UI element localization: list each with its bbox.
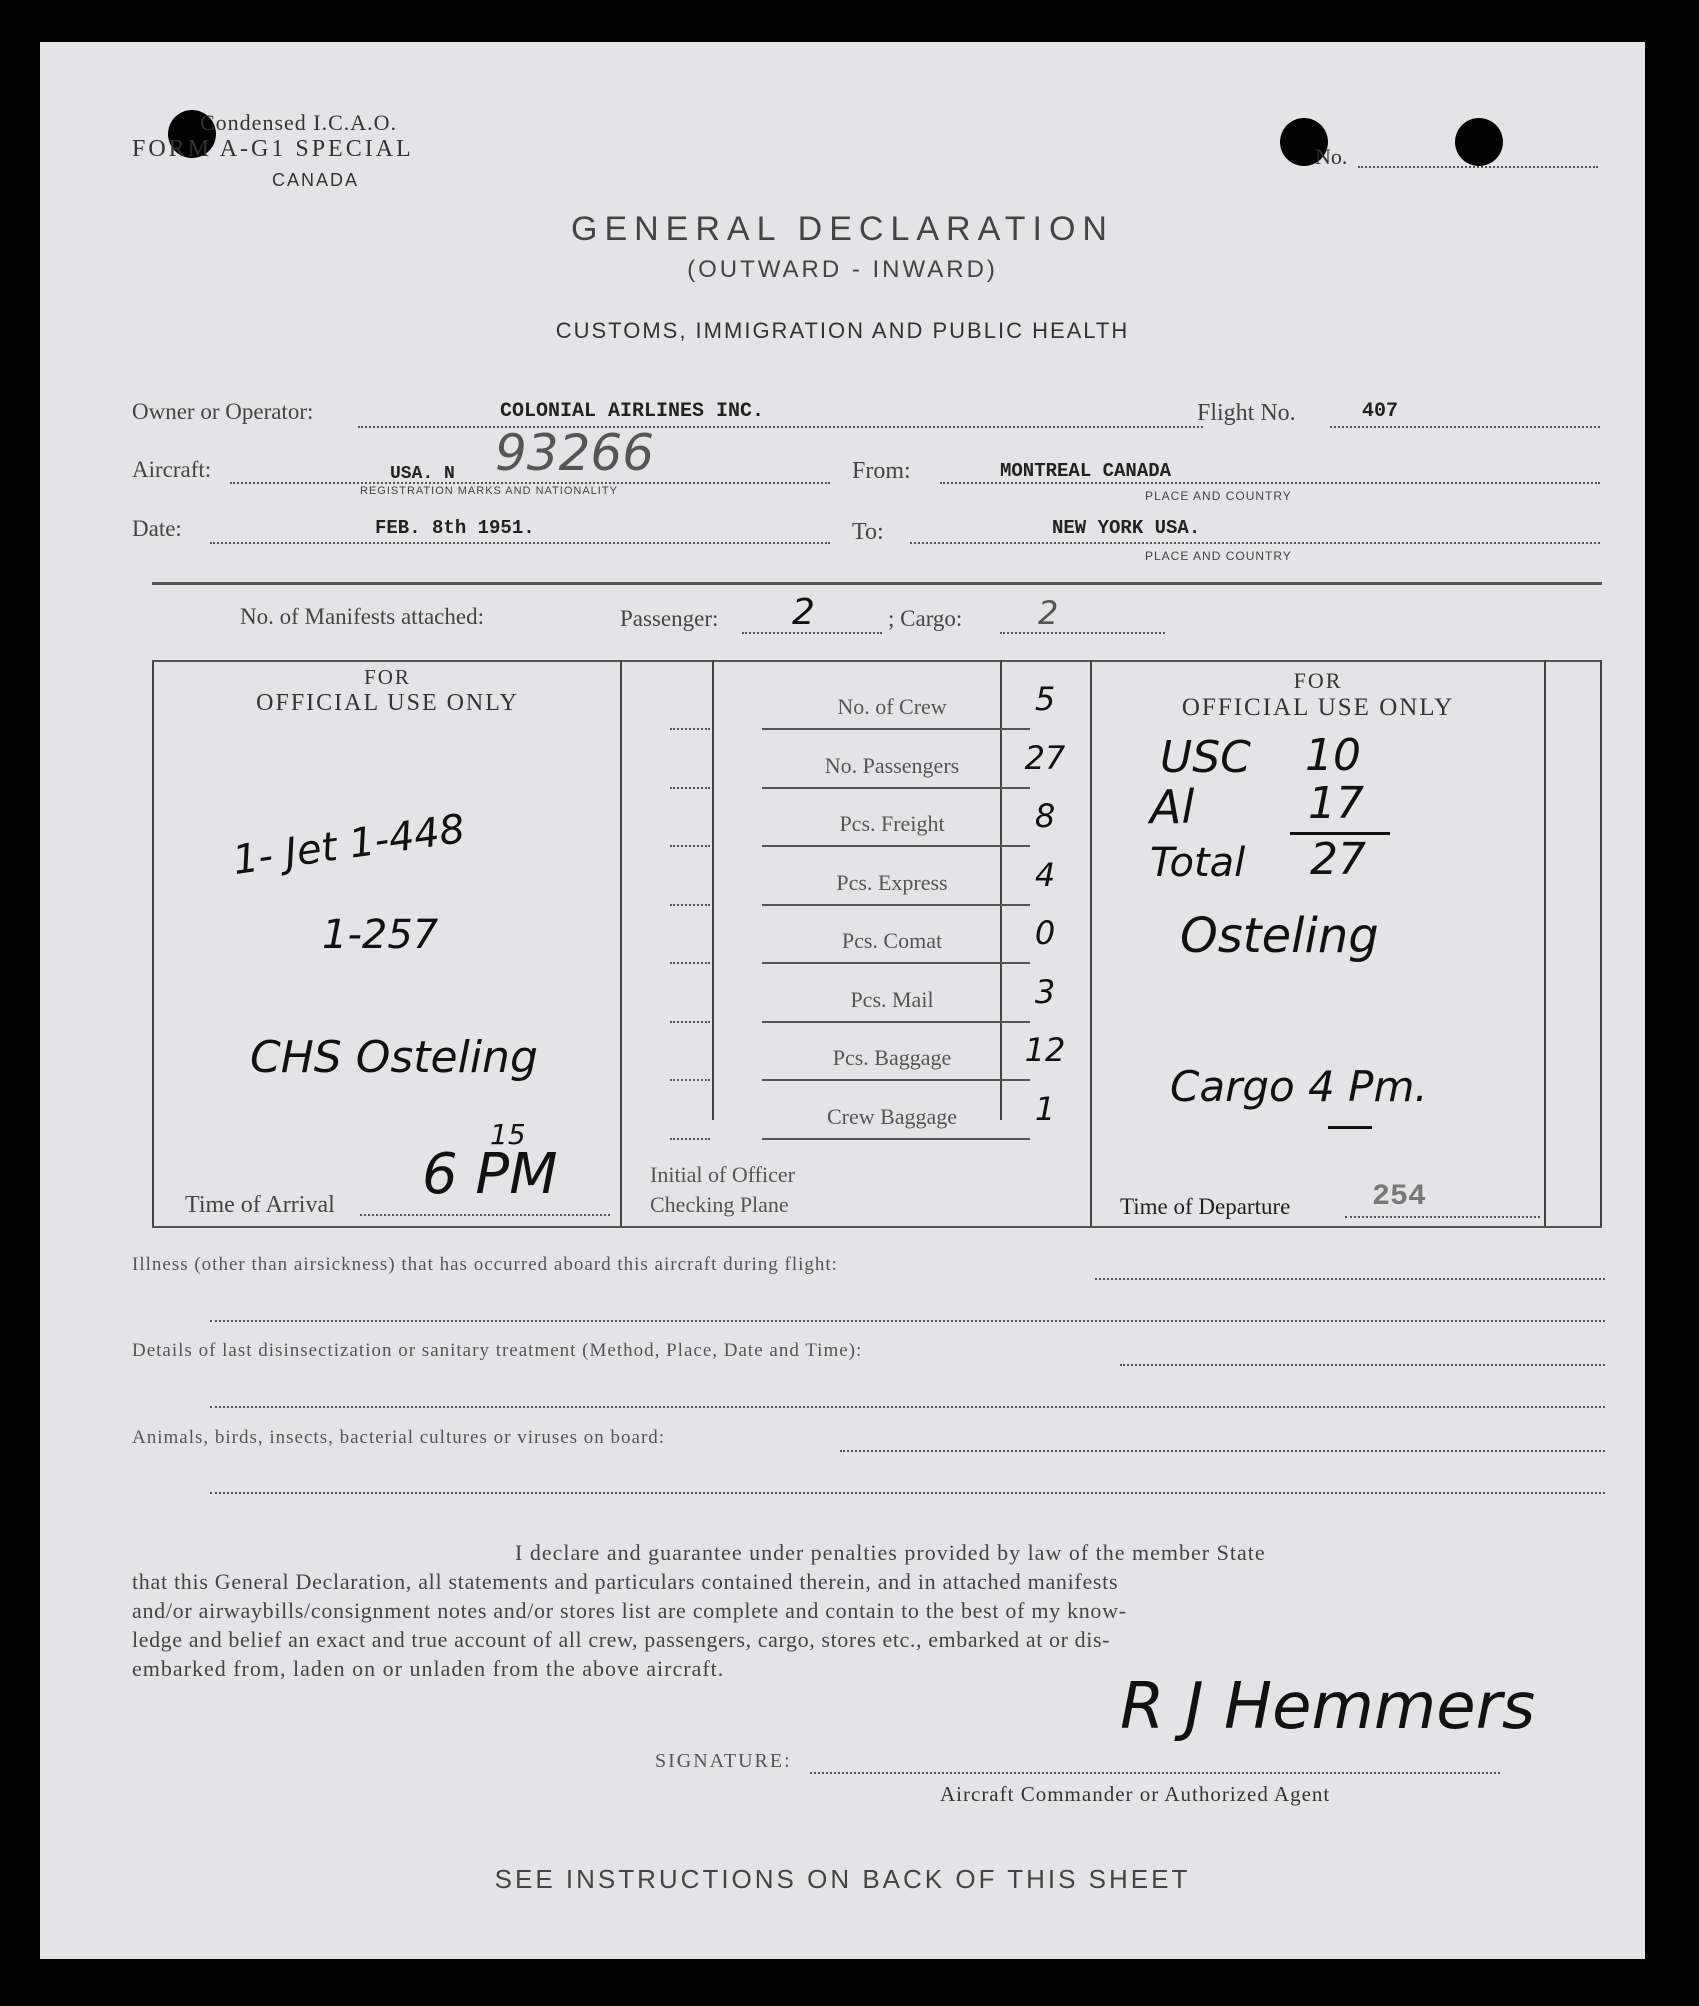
disinsection-label: Details of last disinsectization or sanitary treatment (Method, Place, Date and Time):: [132, 1340, 863, 1361]
right-box-line2-label: Al: [1150, 780, 1195, 834]
punch-hole: [1455, 118, 1503, 166]
count-label: Pcs. Mail: [850, 986, 934, 1012]
aircraft-caption: REGISTRATION MARKS AND NATIONALITY: [360, 485, 618, 497]
owner-line: [358, 426, 1203, 428]
box-border-top: [152, 660, 1602, 662]
form-number-label: No.: [1315, 144, 1348, 169]
count-row-tick: [670, 728, 710, 730]
manifests-cargo-value: 2: [1038, 594, 1059, 632]
date-value: FEB. 8th 1951.: [375, 517, 535, 539]
count-row-tick: [670, 1021, 710, 1023]
manifests-cargo-line: [1000, 632, 1165, 634]
arrival-label: Time of Arrival: [185, 1192, 335, 1218]
date-label: Date:: [132, 516, 182, 541]
arrival-value-top: 15: [490, 1118, 526, 1151]
count-value: 1: [1034, 1089, 1056, 1128]
animals-label: Animals, birds, insects, bacterial cultures or viruses on board:: [132, 1427, 666, 1448]
flight-value: 407: [1362, 400, 1399, 423]
right-box-for: FOR: [1293, 668, 1343, 693]
signature-caption: Aircraft Commander or Authorized Agent: [940, 1782, 1331, 1806]
from-value: MONTREAL CANADA: [1000, 460, 1172, 482]
count-value: 3: [1034, 972, 1056, 1011]
signature-label: SIGNATURE:: [655, 1750, 792, 1772]
aircraft-value-handwritten: 93266: [495, 424, 655, 482]
page-subtitle: (OUTWARD - INWARD): [687, 256, 998, 283]
from-caption: PLACE AND COUNTRY: [1145, 489, 1292, 503]
declaration-line-3: and/or airwaybills/consignment notes and/or stores list are complete and contain to the best of my know-: [132, 1598, 1127, 1623]
count-row-tick: [670, 1138, 710, 1140]
departure-label: Time of Departure: [1120, 1194, 1291, 1219]
from-label: From:: [852, 458, 911, 484]
declaration-line-2: that this General Declaration, all statements and particulars contained therein, and in attached manifests: [132, 1569, 1119, 1594]
divider: [152, 582, 1602, 585]
count-value: 5: [1034, 680, 1056, 718]
animals-line-2: [210, 1492, 1605, 1494]
animals-line-1: [840, 1450, 1605, 1452]
form-reference-country: CANADA: [272, 170, 360, 190]
manifests-label: No. of Manifests attached:: [240, 604, 484, 629]
page-title: GENERAL DECLARATION: [571, 210, 1114, 248]
count-row-rule: [762, 904, 1030, 906]
manifests-cargo-label: ; Cargo:: [888, 606, 963, 631]
left-box-note-1: 1- Jet 1-448: [229, 805, 468, 885]
left-box-note-2: 1-257: [322, 912, 439, 958]
box-divider-1: [620, 660, 622, 1227]
signature-value: R J Hemmers: [1120, 1670, 1536, 1744]
to-caption: PLACE AND COUNTRY: [1145, 549, 1292, 563]
to-label: To:: [852, 519, 884, 545]
right-box-note: Cargo 4 Pm.: [1170, 1062, 1428, 1111]
count-row-rule: [762, 787, 1030, 789]
declaration-line-4: ledge and belief an exact and true account of all crew, passengers, cargo, stores etc., embarked at or dis-: [132, 1627, 1111, 1652]
aircraft-line: [230, 482, 830, 484]
departure-value: 254: [1372, 1180, 1427, 1214]
declaration-sheet: [40, 42, 1645, 1959]
count-label: Pcs. Comat: [841, 928, 943, 953]
right-box-line2-value: 17: [1308, 778, 1364, 829]
to-value: NEW YORK USA.: [1052, 517, 1201, 539]
flight-line: [1330, 426, 1600, 428]
left-box-for: FOR: [364, 665, 411, 689]
page-scope: CUSTOMS, IMMIGRATION AND PUBLIC HEALTH: [555, 318, 1130, 343]
declaration-line-1: I declare and guarantee under penalties provided by law of the member State: [515, 1540, 1266, 1565]
box-border-right: [1600, 660, 1602, 1227]
illness-line-2: [210, 1320, 1605, 1322]
count-row-rule: [762, 1021, 1030, 1023]
to-line: [910, 542, 1600, 544]
right-box-line1-label: USC: [1160, 732, 1251, 783]
date-line: [210, 542, 830, 544]
left-box-official: OFFICIAL USE ONLY: [256, 690, 519, 716]
illness-line-1: [1095, 1278, 1605, 1280]
count-value: 4: [1034, 855, 1056, 894]
box-border-bottom: [152, 1226, 1602, 1228]
count-row-rule: [762, 1138, 1030, 1140]
count-row-tick: [670, 845, 710, 847]
count-label: Pcs. Express: [836, 869, 948, 895]
form-reference-line2: FORM A-G1 SPECIAL: [132, 136, 414, 162]
count-label: Pcs. Baggage: [832, 1045, 952, 1070]
aircraft-label: Aircraft:: [132, 457, 212, 482]
manifests-passenger-value: 2: [792, 592, 815, 633]
arrival-line: [360, 1214, 610, 1216]
count-row-rule: [762, 845, 1030, 847]
right-box-line1-value: 10: [1305, 730, 1361, 781]
officer-label-line1: Initial of Officer: [650, 1162, 795, 1187]
arrival-value: 6 PM: [422, 1142, 558, 1207]
left-box-note-3: CHS Osteling: [250, 1032, 538, 1083]
count-value: 8: [1034, 797, 1056, 835]
owner-value: COLONIAL AIRLINES INC.: [500, 400, 765, 423]
count-row-rule: [762, 728, 1030, 730]
officer-label-line2: Checking Plane: [650, 1192, 789, 1217]
count-label: Pcs. Freight: [839, 811, 945, 836]
count-label: No. of Crew: [837, 694, 947, 719]
aircraft-value-typed: USA. N: [390, 464, 455, 484]
box-border-left: [152, 660, 154, 1227]
count-row-tick: [670, 962, 710, 964]
count-value: 0: [1034, 914, 1056, 952]
count-row-tick: [670, 904, 710, 906]
right-box-line3-label: Total: [1150, 840, 1246, 886]
form-reference-line1: Condensed I.C.A.O.: [200, 110, 398, 135]
count-value: 27: [1024, 738, 1066, 777]
count-row-tick: [670, 1079, 710, 1081]
from-line: [940, 482, 1600, 484]
box-divider-2: [712, 660, 714, 1120]
manifests-passenger-label: Passenger:: [620, 606, 719, 631]
count-row-rule: [762, 1079, 1030, 1081]
right-box-line3-value: 27: [1310, 834, 1366, 885]
disinsection-line-1: [1120, 1364, 1605, 1366]
count-label: No. Passengers: [824, 752, 960, 778]
box-divider-4: [1090, 660, 1092, 1227]
footer-instructions: SEE INSTRUCTIONS ON BACK OF THIS SHEET: [494, 1864, 1191, 1894]
illness-label: Illness (other than airsickness) that has occurred aboard this aircraft during flight:: [132, 1254, 838, 1275]
right-box-official: OFFICIAL USE ONLY: [1181, 694, 1455, 721]
count-row-rule: [762, 962, 1030, 964]
count-value: 12: [1024, 1031, 1066, 1069]
signature-line: [810, 1772, 1500, 1774]
declaration-line-5: embarked from, laden on or unladen from the above aircraft.: [132, 1656, 725, 1681]
box-border-right-inner: [1544, 660, 1546, 1227]
form-number-line: [1358, 166, 1598, 168]
disinsection-line-2: [210, 1406, 1605, 1408]
flight-label: Flight No.: [1197, 400, 1296, 426]
departure-line: [1345, 1216, 1540, 1218]
count-label: Crew Baggage: [826, 1103, 958, 1129]
right-box-signature: Osteling: [1180, 908, 1379, 964]
owner-label: Owner or Operator:: [132, 399, 314, 424]
right-box-underline: [1328, 1126, 1372, 1129]
count-row-tick: [670, 787, 710, 789]
